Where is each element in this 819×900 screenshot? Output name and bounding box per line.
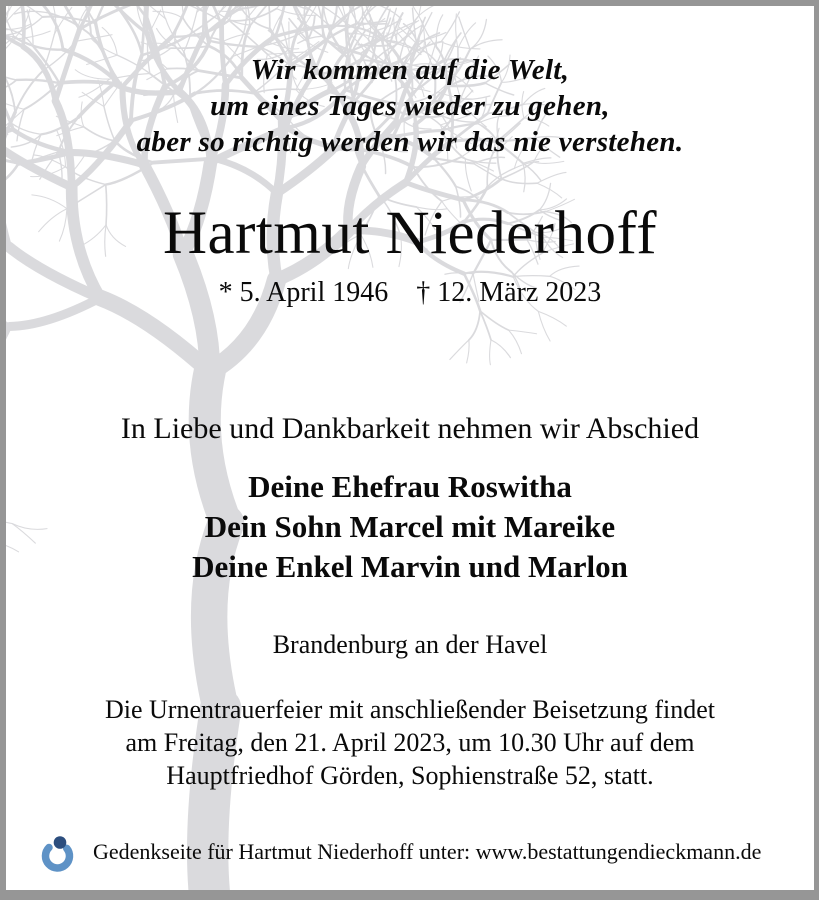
city-line: Brandenburg an der Havel: [272, 630, 548, 659]
ceremony-line: am Freitag, den 21. April 2023, um 10.30 Uhr auf dem: [125, 728, 695, 757]
epigraph-line: Wir kommen auf die Welt,: [250, 54, 570, 86]
mourners-list: [192, 467, 628, 587]
funeral-home-logo-icon: [38, 830, 78, 874]
death-date: † 12. März 2023: [416, 277, 602, 308]
farewell-line: In Liebe und Dankbarkeit nehmen wir Abschied: [120, 412, 700, 445]
ceremony-line: Die Urnentrauerfeier mit anschließender Beisetzung findet: [104, 695, 716, 724]
life-dates: [219, 276, 602, 310]
memorial-link-text: Gedenkseite für Hartmut Niederhoff unter: www.bestattungendieckmann.de: [93, 839, 762, 864]
deceased-name: Hartmut Niederhoff: [162, 200, 658, 267]
ceremony-info: [105, 693, 715, 792]
notice-content: [6, 6, 814, 890]
epigraph: [137, 52, 684, 160]
mourner-line: Deine Enkel Marvin und Marlon: [192, 549, 628, 584]
epigraph-line: aber so richtig werden wir das nie verstehen.: [136, 126, 684, 158]
mourner-line: Deine Ehefrau Roswitha: [248, 469, 572, 504]
memorial-footer: [38, 830, 761, 874]
ceremony-line: Hauptfriedhof Görden, Sophienstraße 52, statt.: [166, 761, 654, 790]
logo-dot: [54, 836, 67, 849]
mourner-line: Dein Sohn Marcel mit Mareike: [204, 509, 616, 544]
epigraph-line: um eines Tages wieder zu gehen,: [210, 90, 610, 122]
logo-ring: [45, 848, 69, 868]
birth-date: * 5. April 1946: [218, 277, 389, 308]
